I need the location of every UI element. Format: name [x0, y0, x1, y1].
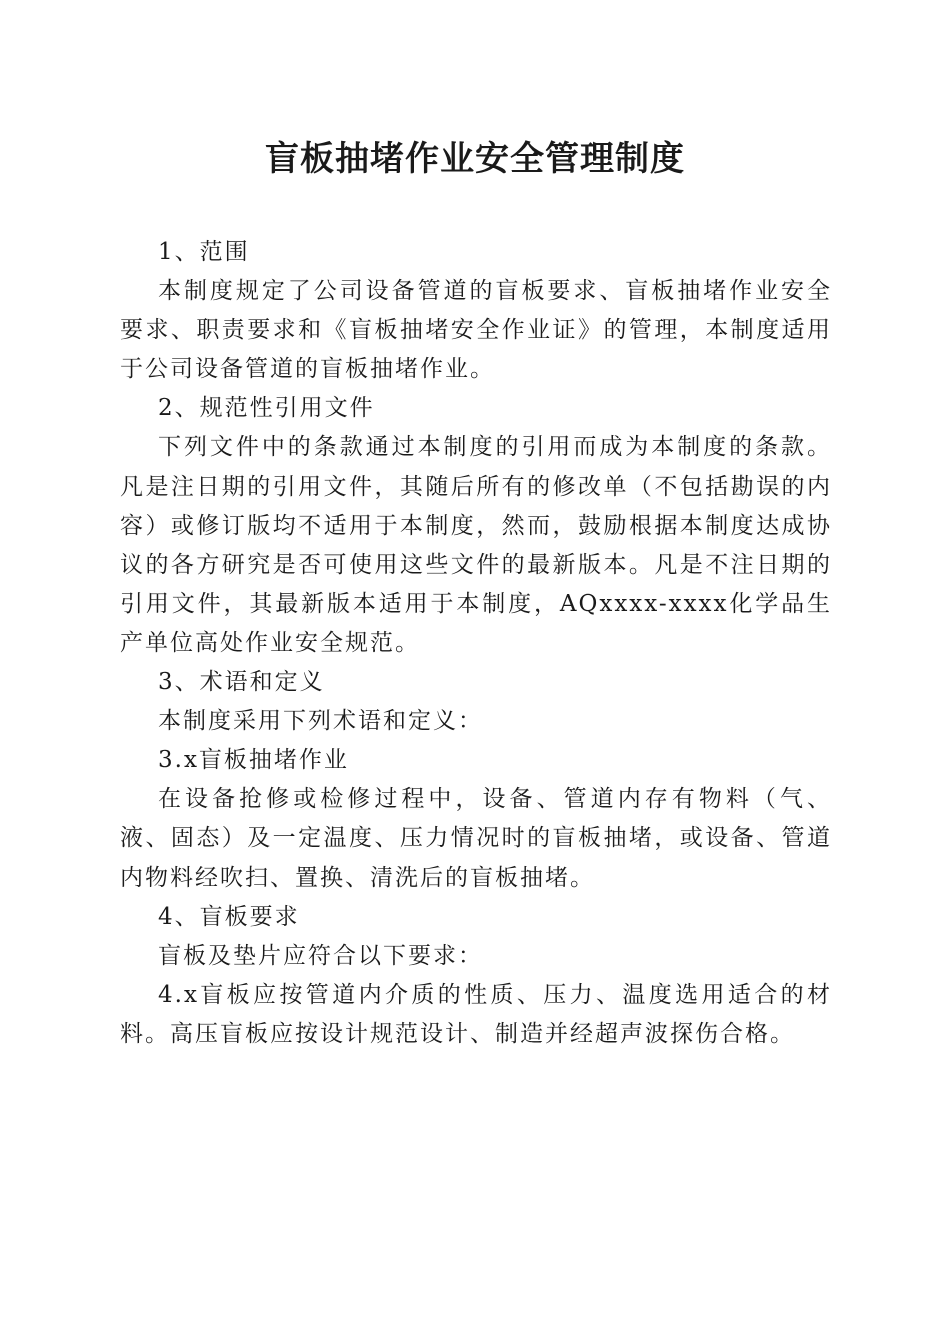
document-title: 盲板抽堵作业安全管理制度 [265, 139, 685, 179]
section-heading-terms: 3、术语和定义 [158, 669, 325, 696]
paragraph-terms-intro: 本制度采用下列术语和定义： [158, 708, 483, 735]
section-heading-references: 2、规范性引用文件 [158, 395, 375, 422]
paragraph-scope: 本制度规定了公司设备管道的盲板要求、盲板抽堵作业安全要求、职责要求和《盲板抽堵安全作业证》的管理，本制度适用于公司设备管道的盲板抽堵作业。 [120, 278, 832, 383]
document-body [120, 233, 832, 1054]
section-heading-scope: 1、范围 [158, 239, 250, 265]
paragraph-term-definition: 在设备抢修或检修过程中，设备、管道内存有物料（气、液、固态）及一定温度、压力情况时的盲板抽堵，或设备、管道内物料经吹扫、置换、清洗后的盲板抽堵。 [120, 786, 832, 891]
section-heading-blind-plate-requirements: 4、盲板要求 [158, 903, 300, 930]
paragraph-requirement-material: 4.x盲板应按管道内介质的性质、压力、温度选用适合的材料。高压盲板应按设计规范设计、制造并经超声波探伤合格。 [120, 981, 832, 1047]
paragraph-requirements-intro: 盲板及垫片应符合以下要求： [158, 942, 483, 969]
term-heading-blind-plate-work: 3.x盲板抽堵作业 [158, 747, 349, 774]
paragraph-references: 下列文件中的条款通过本制度的引用而成为本制度的条款。凡是注日期的引用文件，其随后所有的修改单（不包括勘误的内容）或修订版均不适用于本制度，然而，鼓励根据本制度达成协议的各方研究是否可使用这些文件的最新版本。凡是不注日期的引用文件，其最新版本适用于本制度，AQxxxx-xxxx化学品生产单位高处作业安全规范。 [120, 434, 832, 656]
